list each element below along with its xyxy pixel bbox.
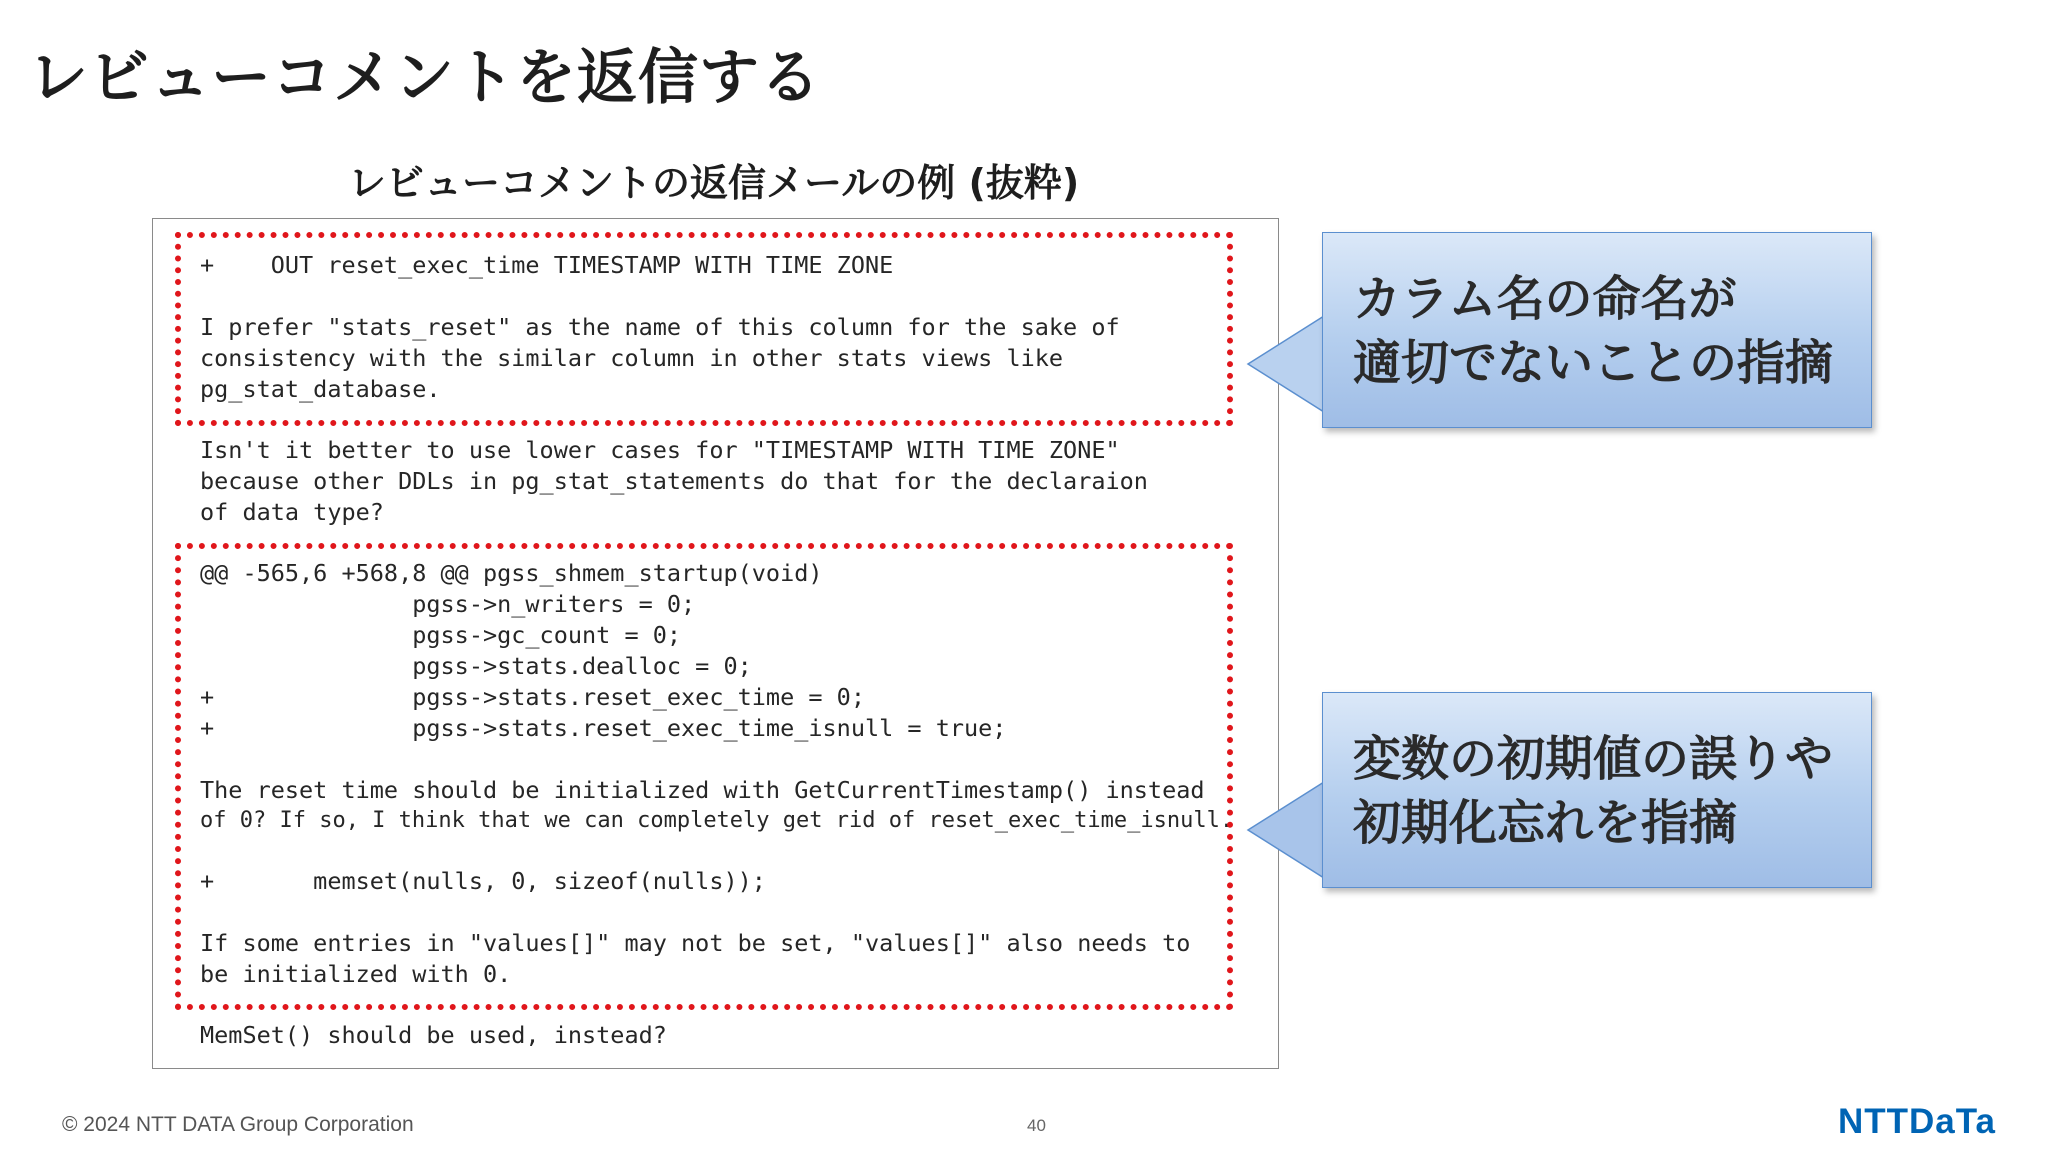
slide-title: レビューコメントを返信する: [28, 43, 821, 113]
mail-line: @@ -565,6 +568,8 @@ pgss_shmem_startup(void): [200, 559, 823, 587]
page-number: 40: [1027, 1116, 1046, 1135]
callout-initialization: [1322, 692, 1872, 888]
mail-line: pg_stat_database.: [200, 375, 441, 403]
mail-line: pgss->stats.dealloc = 0;: [200, 652, 752, 680]
mail-example-subtitle: レビューコメントの返信メールの例 (抜粋): [348, 161, 1080, 205]
mail-line: consistency with the similar column in other stats views like: [200, 344, 1064, 372]
mail-line: of 0? If so, I think that we can completely get rid of reset_exec_time_isnull.: [200, 808, 1234, 833]
mail-line: MemSet() should be used, instead?: [200, 1021, 667, 1049]
mail-line: Isn't it better to use lower cases for "TIMESTAMP WITH TIME ZONE": [200, 436, 1120, 464]
mail-line: The reset time should be initialized with GetCurrentTimestamp() instead: [200, 776, 1205, 804]
callout-text: [1353, 267, 1833, 395]
mail-line: pgss->n_writers = 0;: [200, 590, 696, 618]
mail-line: of data type?: [200, 498, 384, 526]
callout-pointer-2: [1248, 782, 1328, 878]
mail-line: pgss->gc_count = 0;: [200, 621, 682, 649]
mail-line: be initialized with 0.: [200, 960, 512, 988]
callout-column-naming: [1322, 232, 1872, 428]
mail-line: + pgss->stats.reset_exec_time_isnull = true;: [200, 714, 1007, 742]
highlight-column-naming: [175, 232, 1233, 426]
ntt-data-logo: NTTDaTa: [1838, 1102, 1997, 1141]
mail-line: + OUT reset_exec_time TIMESTAMP WITH TIME ZONE: [200, 251, 894, 279]
callout-line: 初期化忘れを指摘: [1353, 795, 1738, 851]
callout-text: [1353, 727, 1833, 855]
callout-pointer-1: [1248, 316, 1328, 412]
callout-line: 適切でないことの指摘: [1353, 335, 1834, 391]
callout-line: カラム名の命名が: [1353, 271, 1737, 327]
copyright: © 2024 NTT DATA Group Corporation: [62, 1113, 414, 1136]
mail-line: + pgss->stats.reset_exec_time = 0;: [200, 683, 865, 711]
mail-line: If some entries in "values[]" may not be set, "values[]" also needs to: [200, 929, 1191, 957]
highlight-initialization: [175, 543, 1233, 1010]
mail-line: + memset(nulls, 0, sizeof(nulls));: [200, 867, 766, 895]
callout-line: 変数の初期値の誤りや: [1353, 731, 1834, 787]
mail-line: because other DDLs in pg_stat_statements do that for the declaraion: [200, 467, 1148, 495]
mail-line: I prefer "stats_reset" as the name of this column for the sake of: [200, 313, 1120, 341]
